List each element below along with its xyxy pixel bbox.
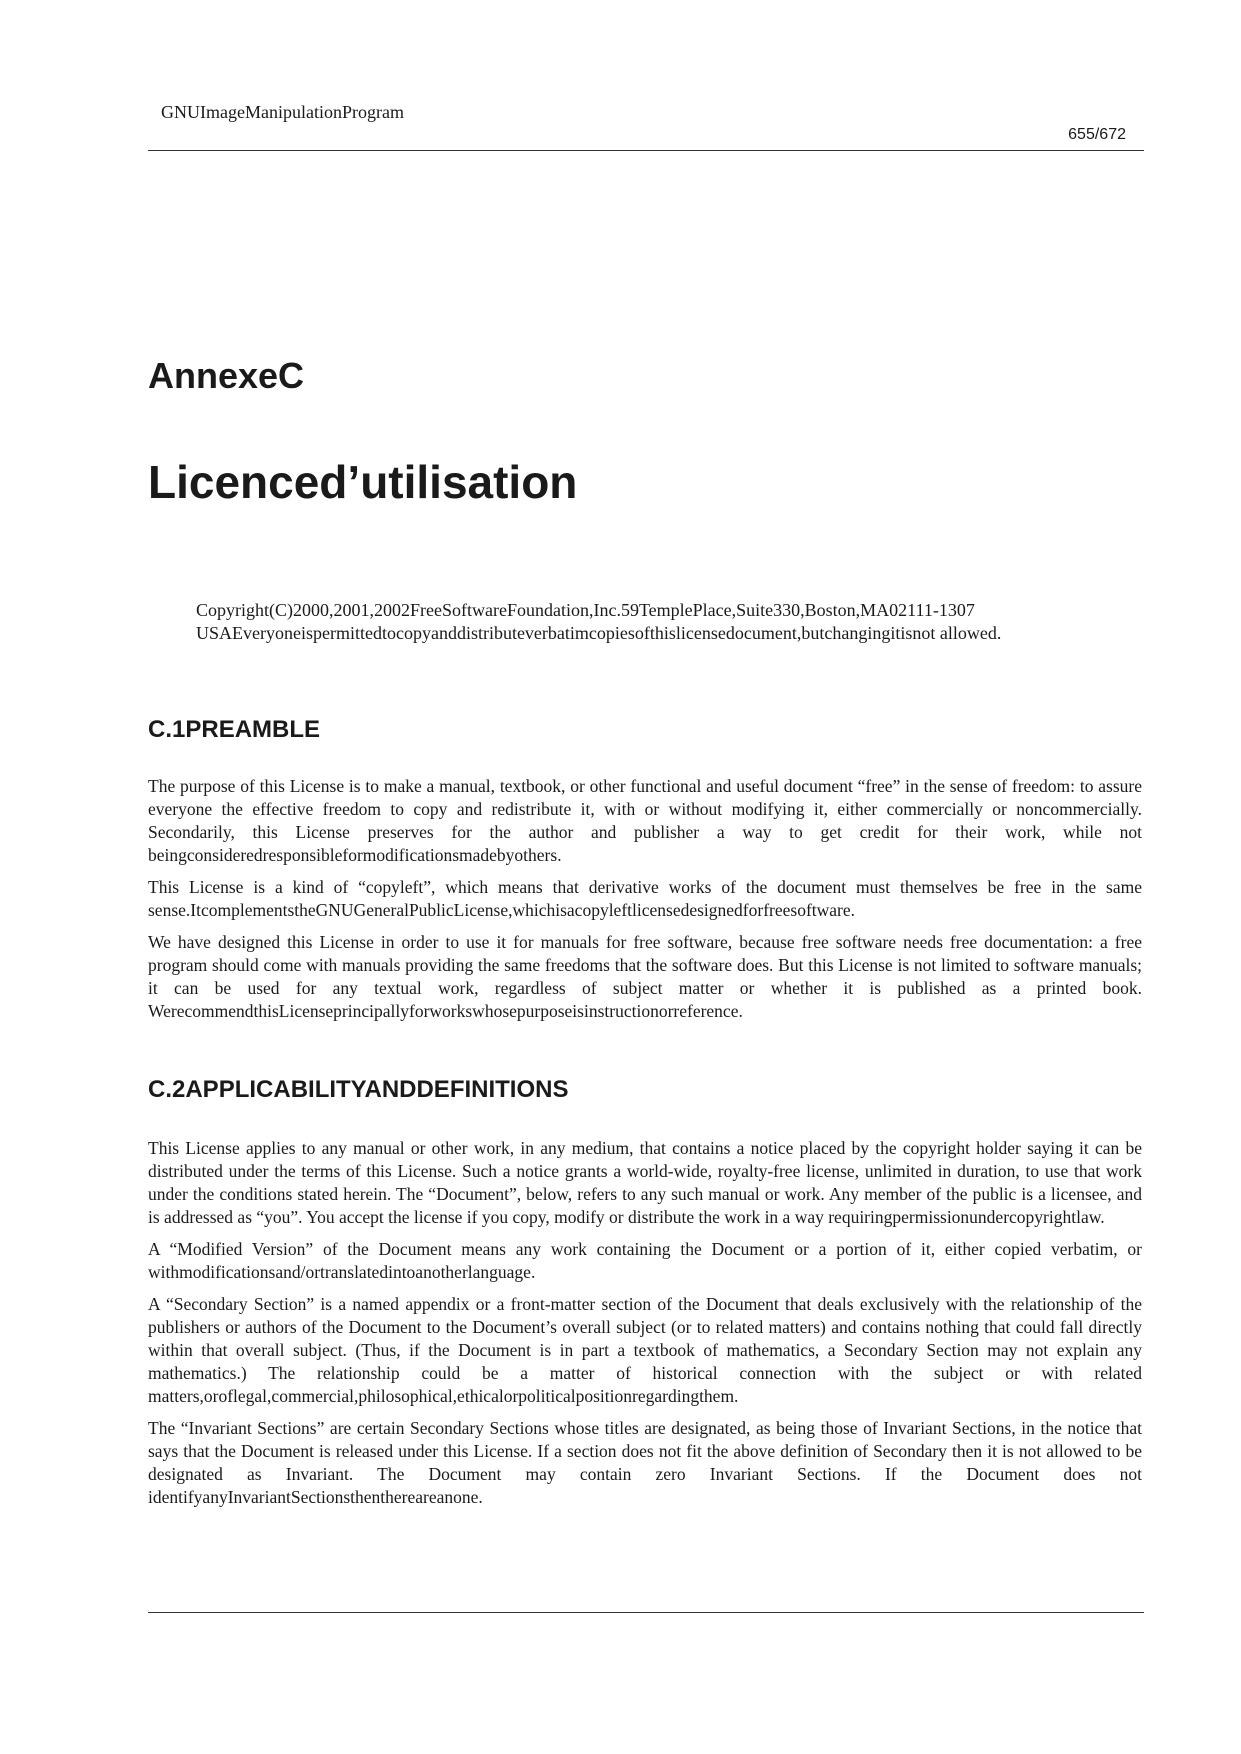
annex-label: AnnexeC bbox=[148, 355, 305, 396]
document-title: GNUImageManipulationProgram bbox=[161, 102, 404, 122]
page-number: 655/672 bbox=[1068, 126, 1126, 143]
paragraph: A “Secondary Section” is a named appendix or a front-matter section of the Document that deals exclusively with the relationship of the publishers or authors of the Document to the Document’s overall subject (or to related matters) and contains nothing that could fall directly within that overall subject. (Thus, if the Document is in part a textbook of mathematics, a Secondary Section may not explain any mathematics.) The relationship could be a matter of historical connection with the subject or with related matters,oroflegal,commercial,philosophical,ethicalorpoliticalpositionregardingthem. bbox=[148, 1294, 1142, 1406]
page-header bbox=[148, 98, 1144, 151]
copyright-notice: Copyright(C)2000,2001,2002FreeSoftwareFoundation,Inc.59TemplePlace,Suite330,Boston,MA02111-1307 USAEveryoneispermittedtocopyanddistributeverbatimcopiesofthislicensedocument,butchangingitisnot allowed. bbox=[196, 600, 1002, 643]
paragraph: We have designed this License in order to use it for manuals for free software, because free software needs free documentation: a free program should come with manuals providing the same freedoms that the software does. But this License is not limited to software manuals; it can be used for any textual work, regardless of subject matter or whether it is published as a printed book. WerecommendthisLicenseprincipallyforworkswhosepurposeisinstructionorreference. bbox=[148, 932, 1142, 1021]
paragraph: A “Modified Version” of the Document means any work containing the Document or a portion of it, either copied verbatim, or withmodificationsand/ortranslatedintoanotherlanguage. bbox=[148, 1239, 1142, 1282]
paragraph: The “Invariant Sections” are certain Secondary Sections whose titles are designated, as being those of Invariant Sections, in the notice that says that the Document is released under this License. If a section does not fit the above definition of Secondary then it is not allowed to be designated as Invariant. The Document may contain zero Invariant Sections. If the Document does not identifyanyInvariantSectionsthenthereareanone. bbox=[148, 1418, 1142, 1507]
paragraph: This License applies to any manual or other work, in any medium, that contains a notice placed by the copyright holder saying it can be distributed under the terms of this License. Such a notice grants a world-wide, royalty-free license, unlimited in duration, to use that work under the conditions stated herein. The “Document”, below, refers to any such manual or work. Any member of the public is a licensee, and is addressed as “you”. You accept the license if you copy, modify or distribute the work in a way requiringpermissionundercopyrightlaw. bbox=[148, 1138, 1142, 1227]
section-heading-preamble: C.1PREAMBLE bbox=[148, 716, 321, 743]
section-heading-applicability: C.2APPLICABILITYANDDEFINITIONS bbox=[148, 1076, 569, 1103]
section-body-preamble bbox=[148, 775, 1142, 1032]
annex-title: Licenced’utilisation bbox=[148, 456, 578, 508]
paragraph: The purpose of this License is to make a manual, textbook, or other functional and useful document “free” in the sense of freedom: to assure everyone the effective freedom to copy and redistribute it, with or without modifying it, either commercially or noncommercially. Secondarily, this License preserves for the author and publisher a way to get credit for their work, while not beingconsideredresponsibleformodificationsmadebyothers. bbox=[148, 776, 1142, 865]
footer-divider bbox=[148, 1612, 1144, 1613]
paragraph: This License is a kind of “copyleft”, which means that derivative works of the document must themselves be free in the same sense.ItcomplementstheGNUGeneralPublicLicense,whichisacopyleftlicensedesignedforfreesoftware. bbox=[148, 877, 1142, 920]
section-body-applicability bbox=[148, 1137, 1142, 1518]
